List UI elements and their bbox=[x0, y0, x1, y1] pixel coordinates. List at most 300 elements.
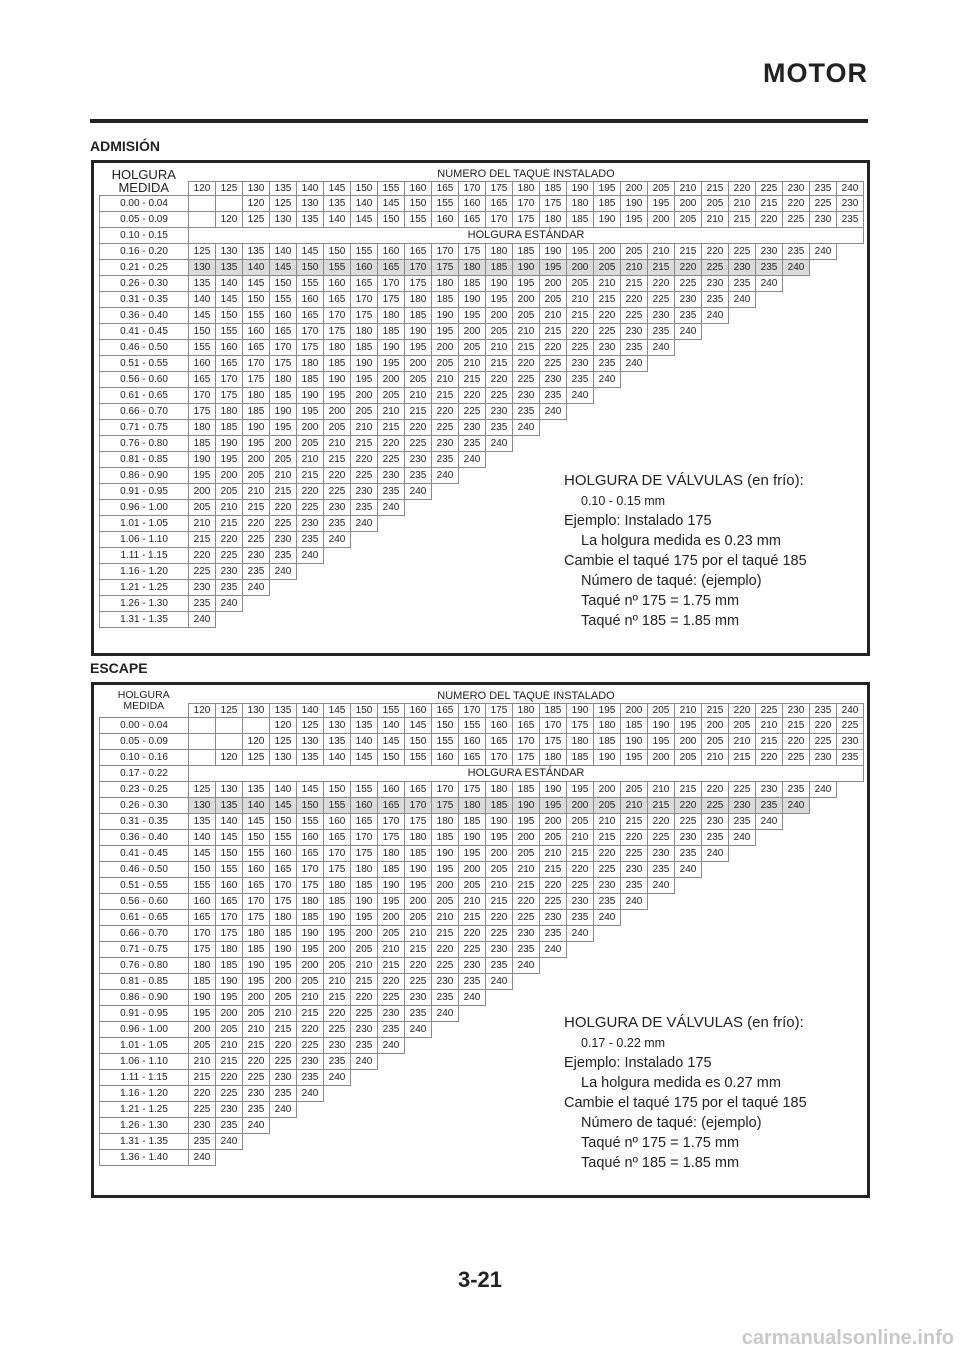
shim-cell: 210 bbox=[648, 244, 675, 260]
shim-cell: 240 bbox=[783, 798, 810, 814]
empty-cell bbox=[486, 1118, 513, 1134]
row-label: 0.23 - 0.25 bbox=[100, 782, 189, 798]
column-header: 235 bbox=[810, 182, 837, 196]
shim-cell: 220 bbox=[405, 958, 432, 974]
row-label: 0.21 - 0.25 bbox=[100, 260, 189, 276]
empty-cell bbox=[540, 1038, 567, 1054]
shim-cell: 175 bbox=[243, 910, 270, 926]
empty-cell bbox=[837, 1022, 864, 1038]
table-row bbox=[100, 958, 864, 974]
shim-cell: 140 bbox=[216, 814, 243, 830]
shim-cell: 180 bbox=[297, 894, 324, 910]
shim-cell: 215 bbox=[351, 974, 378, 990]
shim-cell: 210 bbox=[459, 894, 486, 910]
empty-cell bbox=[837, 958, 864, 974]
shim-cell: 135 bbox=[189, 814, 216, 830]
table-row bbox=[100, 244, 864, 260]
shim-cell: 175 bbox=[513, 212, 540, 228]
empty-cell bbox=[675, 990, 702, 1006]
row-label: 0.96 - 1.00 bbox=[100, 1022, 189, 1038]
table-row bbox=[100, 910, 864, 926]
table-row bbox=[100, 782, 864, 798]
empty-cell bbox=[783, 990, 810, 1006]
shim-cell: 130 bbox=[189, 798, 216, 814]
empty-cell bbox=[513, 1038, 540, 1054]
empty-cell bbox=[540, 958, 567, 974]
shim-cell: 235 bbox=[513, 942, 540, 958]
row-label: 0.36 - 0.40 bbox=[100, 308, 189, 324]
shim-cell: 200 bbox=[567, 798, 594, 814]
empty-cell bbox=[810, 1150, 837, 1166]
empty-cell bbox=[729, 388, 756, 404]
shim-cell: 235 bbox=[351, 500, 378, 516]
shim-cell: 170 bbox=[270, 340, 297, 356]
shim-cell: 230 bbox=[405, 452, 432, 468]
shim-cell: 195 bbox=[513, 814, 540, 830]
empty-cell bbox=[756, 340, 783, 356]
table-row bbox=[100, 750, 864, 766]
empty-cell bbox=[837, 548, 864, 564]
empty-cell bbox=[432, 1134, 459, 1150]
column-header: 190 bbox=[567, 182, 594, 196]
empty-cell bbox=[189, 750, 216, 766]
shim-cell: 165 bbox=[405, 782, 432, 798]
shim-cell: 145 bbox=[189, 308, 216, 324]
shim-cell: 185 bbox=[270, 388, 297, 404]
shim-cell: 175 bbox=[432, 260, 459, 276]
empty-cell bbox=[540, 484, 567, 500]
column-header: 200 bbox=[621, 704, 648, 718]
shim-cell: 170 bbox=[270, 878, 297, 894]
shim-cell: 185 bbox=[486, 798, 513, 814]
shim-cell: 150 bbox=[243, 830, 270, 846]
shim-cell: 230 bbox=[648, 308, 675, 324]
empty-cell bbox=[837, 324, 864, 340]
empty-cell bbox=[270, 1134, 297, 1150]
column-header: 200 bbox=[621, 182, 648, 196]
empty-cell bbox=[486, 548, 513, 564]
empty-cell bbox=[459, 1086, 486, 1102]
shim-cell: 150 bbox=[189, 324, 216, 340]
shim-cell: 170 bbox=[513, 734, 540, 750]
shim-cell: 205 bbox=[324, 958, 351, 974]
shim-cell: 135 bbox=[324, 734, 351, 750]
shim-cell: 145 bbox=[351, 212, 378, 228]
shim-cell: 215 bbox=[189, 532, 216, 548]
shim-cell: 180 bbox=[459, 798, 486, 814]
shim-cell: 200 bbox=[297, 420, 324, 436]
shim-cell: 190 bbox=[459, 830, 486, 846]
shim-cell: 190 bbox=[324, 372, 351, 388]
empty-cell bbox=[810, 974, 837, 990]
empty-cell bbox=[648, 372, 675, 388]
shim-cell: 215 bbox=[594, 830, 621, 846]
shim-cell: 240 bbox=[729, 830, 756, 846]
table-row bbox=[100, 814, 864, 830]
shim-cell: 235 bbox=[270, 1086, 297, 1102]
shim-cell: 225 bbox=[810, 196, 837, 212]
shim-cell: 200 bbox=[648, 212, 675, 228]
column-header: 205 bbox=[648, 704, 675, 718]
shim-cell: 220 bbox=[378, 436, 405, 452]
table-row bbox=[100, 404, 864, 420]
empty-cell bbox=[837, 612, 864, 628]
column-header: 160 bbox=[405, 704, 432, 718]
table-row bbox=[100, 308, 864, 324]
shim-cell: 190 bbox=[216, 974, 243, 990]
empty-cell bbox=[243, 612, 270, 628]
shim-cell: 160 bbox=[378, 782, 405, 798]
empty-cell bbox=[837, 1038, 864, 1054]
empty-cell bbox=[729, 308, 756, 324]
empty-cell bbox=[756, 388, 783, 404]
empty-cell bbox=[486, 1022, 513, 1038]
shim-cell: 235 bbox=[648, 862, 675, 878]
shim-cell: 225 bbox=[837, 718, 864, 734]
empty-cell bbox=[351, 1134, 378, 1150]
shim-cell: 150 bbox=[270, 814, 297, 830]
shim-cell: 215 bbox=[324, 990, 351, 1006]
empty-cell bbox=[405, 500, 432, 516]
shim-cell: 195 bbox=[243, 436, 270, 452]
shim-cell: 235 bbox=[432, 452, 459, 468]
shim-cell: 175 bbox=[297, 340, 324, 356]
shim-cell: 215 bbox=[297, 468, 324, 484]
shim-cell: 180 bbox=[243, 388, 270, 404]
empty-cell bbox=[486, 580, 513, 596]
empty-cell bbox=[810, 1102, 837, 1118]
empty-cell bbox=[513, 1086, 540, 1102]
empty-cell bbox=[486, 532, 513, 548]
shim-cell: 200 bbox=[378, 910, 405, 926]
shim-cell: 195 bbox=[270, 420, 297, 436]
empty-cell bbox=[540, 580, 567, 596]
empty-cell bbox=[756, 436, 783, 452]
shim-cell: 190 bbox=[270, 404, 297, 420]
shim-cell: 155 bbox=[270, 292, 297, 308]
shim-cell: 195 bbox=[621, 212, 648, 228]
shim-cell: 200 bbox=[648, 750, 675, 766]
shim-cell: 140 bbox=[270, 782, 297, 798]
shim-cell: 230 bbox=[675, 292, 702, 308]
shim-cell: 155 bbox=[351, 244, 378, 260]
shim-cell: 195 bbox=[513, 276, 540, 292]
shim-cell: 240 bbox=[567, 388, 594, 404]
shim-cell: 235 bbox=[540, 388, 567, 404]
shim-cell: 140 bbox=[243, 260, 270, 276]
standard-clearance-row bbox=[100, 766, 864, 782]
empty-cell bbox=[783, 436, 810, 452]
shim-cell: 225 bbox=[297, 1038, 324, 1054]
shim-cell: 225 bbox=[729, 244, 756, 260]
column-header: 155 bbox=[378, 704, 405, 718]
row-label: 0.26 - 0.30 bbox=[100, 798, 189, 814]
empty-cell bbox=[216, 718, 243, 734]
shim-cell: 215 bbox=[405, 404, 432, 420]
empty-cell bbox=[783, 340, 810, 356]
empty-cell bbox=[810, 484, 837, 500]
empty-cell bbox=[837, 260, 864, 276]
empty-cell bbox=[351, 1150, 378, 1166]
row-label: 0.00 - 0.04 bbox=[100, 718, 189, 734]
shim-cell: 135 bbox=[297, 750, 324, 766]
shim-cell: 190 bbox=[432, 308, 459, 324]
empty-cell bbox=[648, 356, 675, 372]
shim-cell: 225 bbox=[702, 798, 729, 814]
empty-cell bbox=[567, 942, 594, 958]
shim-cell: 205 bbox=[351, 942, 378, 958]
empty-cell bbox=[783, 452, 810, 468]
header-row bbox=[100, 168, 864, 182]
empty-cell bbox=[594, 452, 621, 468]
exhaust-info-spec: 0.17 - 0.22 mm bbox=[581, 1036, 666, 1050]
shim-cell: 215 bbox=[486, 894, 513, 910]
shim-cell: 190 bbox=[405, 862, 432, 878]
empty-cell bbox=[513, 974, 540, 990]
empty-cell bbox=[351, 596, 378, 612]
shim-cell: 210 bbox=[351, 420, 378, 436]
empty-cell bbox=[810, 372, 837, 388]
shim-cell: 195 bbox=[297, 404, 324, 420]
shim-cell: 225 bbox=[513, 910, 540, 926]
empty-cell bbox=[351, 564, 378, 580]
empty-cell bbox=[729, 846, 756, 862]
empty-cell bbox=[567, 990, 594, 1006]
shim-cell: 160 bbox=[216, 340, 243, 356]
shim-cell: 125 bbox=[270, 196, 297, 212]
column-header: 240 bbox=[837, 704, 864, 718]
shim-cell: 195 bbox=[405, 340, 432, 356]
empty-cell bbox=[783, 292, 810, 308]
empty-cell bbox=[837, 372, 864, 388]
shim-cell: 230 bbox=[243, 1086, 270, 1102]
shim-cell: 225 bbox=[324, 484, 351, 500]
shim-cell: 230 bbox=[378, 468, 405, 484]
row-label: 0.05 - 0.09 bbox=[100, 212, 189, 228]
shim-cell: 175 bbox=[567, 718, 594, 734]
empty-cell bbox=[729, 404, 756, 420]
shim-cell: 215 bbox=[216, 516, 243, 532]
shim-cell: 185 bbox=[270, 926, 297, 942]
shim-cell: 210 bbox=[513, 862, 540, 878]
shim-cell: 235 bbox=[675, 308, 702, 324]
shim-cell: 215 bbox=[729, 750, 756, 766]
empty-cell bbox=[810, 468, 837, 484]
shim-cell: 230 bbox=[351, 1022, 378, 1038]
shim-cell: 200 bbox=[486, 846, 513, 862]
shim-cell: 165 bbox=[486, 734, 513, 750]
measured-clearance-header-line2: MEDIDA bbox=[118, 180, 170, 195]
shim-cell: 235 bbox=[621, 340, 648, 356]
shim-cell: 155 bbox=[189, 340, 216, 356]
shim-cell: 175 bbox=[243, 372, 270, 388]
empty-cell bbox=[540, 420, 567, 436]
shim-cell: 205 bbox=[594, 260, 621, 276]
shim-cell: 235 bbox=[432, 990, 459, 1006]
empty-cell bbox=[459, 548, 486, 564]
row-label: 1.11 - 1.15 bbox=[100, 548, 189, 564]
shim-cell: 140 bbox=[243, 798, 270, 814]
shim-cell: 145 bbox=[405, 718, 432, 734]
shim-cell: 165 bbox=[270, 324, 297, 340]
empty-cell bbox=[729, 878, 756, 894]
row-label: 0.56 - 0.60 bbox=[100, 894, 189, 910]
empty-cell bbox=[513, 612, 540, 628]
shim-cell: 215 bbox=[783, 718, 810, 734]
shim-cell: 225 bbox=[567, 340, 594, 356]
empty-cell bbox=[378, 596, 405, 612]
empty-cell bbox=[351, 548, 378, 564]
empty-cell bbox=[675, 340, 702, 356]
empty-cell bbox=[810, 1086, 837, 1102]
empty-cell bbox=[513, 548, 540, 564]
shim-cell: 180 bbox=[378, 308, 405, 324]
exhaust-info-number: Número de taqué: (ejemplo) bbox=[581, 1115, 762, 1131]
empty-cell bbox=[540, 1054, 567, 1070]
empty-cell bbox=[513, 516, 540, 532]
shim-cell: 220 bbox=[270, 1038, 297, 1054]
shim-cell: 200 bbox=[216, 468, 243, 484]
empty-cell bbox=[729, 862, 756, 878]
empty-cell bbox=[486, 596, 513, 612]
shim-cell: 205 bbox=[432, 356, 459, 372]
shim-cell: 240 bbox=[216, 1134, 243, 1150]
shim-cell: 240 bbox=[567, 926, 594, 942]
empty-cell bbox=[378, 1086, 405, 1102]
shim-cell: 205 bbox=[567, 814, 594, 830]
shim-cell: 200 bbox=[594, 782, 621, 798]
shim-cell: 175 bbox=[351, 846, 378, 862]
shim-cell: 205 bbox=[432, 894, 459, 910]
shim-cell: 230 bbox=[324, 1038, 351, 1054]
empty-cell bbox=[810, 942, 837, 958]
shim-cell: 210 bbox=[486, 878, 513, 894]
shim-cell: 220 bbox=[567, 862, 594, 878]
measured-clearance-header-line1: HOLGURA bbox=[111, 168, 176, 182]
empty-cell bbox=[567, 436, 594, 452]
shim-cell: 220 bbox=[702, 782, 729, 798]
shim-cell: 155 bbox=[297, 276, 324, 292]
column-header: 175 bbox=[486, 704, 513, 718]
shim-cell: 215 bbox=[486, 356, 513, 372]
shim-cell: 190 bbox=[648, 718, 675, 734]
shim-cell: 240 bbox=[621, 356, 648, 372]
shim-cell: 175 bbox=[405, 814, 432, 830]
shim-cell: 205 bbox=[729, 718, 756, 734]
shim-cell: 165 bbox=[405, 244, 432, 260]
shim-cell: 195 bbox=[297, 942, 324, 958]
shim-cell: 145 bbox=[351, 750, 378, 766]
shim-cell: 160 bbox=[378, 244, 405, 260]
shim-cell: 235 bbox=[675, 846, 702, 862]
empty-cell bbox=[702, 324, 729, 340]
intake-info-measured: La holgura medida es 0.23 mm bbox=[581, 533, 781, 549]
shim-cell: 165 bbox=[486, 196, 513, 212]
intake-info-number: Número de taqué: (ejemplo) bbox=[581, 573, 762, 589]
shim-cell: 210 bbox=[378, 942, 405, 958]
shim-cell: 170 bbox=[540, 718, 567, 734]
empty-cell bbox=[756, 830, 783, 846]
shim-cell: 235 bbox=[783, 244, 810, 260]
empty-cell bbox=[810, 292, 837, 308]
shim-cell: 230 bbox=[189, 580, 216, 596]
shim-cell: 205 bbox=[567, 276, 594, 292]
shim-cell: 120 bbox=[216, 212, 243, 228]
empty-cell bbox=[837, 1086, 864, 1102]
shim-cell: 195 bbox=[189, 468, 216, 484]
row-label: 0.31 - 0.35 bbox=[100, 814, 189, 830]
shim-cell: 240 bbox=[243, 580, 270, 596]
shim-cell: 215 bbox=[297, 1006, 324, 1022]
shim-cell: 230 bbox=[216, 1102, 243, 1118]
shim-cell: 180 bbox=[270, 372, 297, 388]
empty-cell bbox=[378, 580, 405, 596]
exhaust-info-change: Cambie el taqué 175 por el taqué 185 bbox=[564, 1095, 807, 1111]
shim-cell: 200 bbox=[243, 990, 270, 1006]
installed-shim-header: NÚMERO DEL TAQUÉ INSTALADO bbox=[437, 690, 615, 702]
shim-cell: 170 bbox=[432, 782, 459, 798]
empty-cell bbox=[648, 894, 675, 910]
column-header: 145 bbox=[324, 704, 351, 718]
shim-cell: 230 bbox=[216, 564, 243, 580]
column-header: 130 bbox=[243, 182, 270, 196]
shim-cell: 150 bbox=[297, 798, 324, 814]
shim-cell: 185 bbox=[459, 276, 486, 292]
shim-cell: 190 bbox=[270, 942, 297, 958]
shim-cell: 180 bbox=[432, 276, 459, 292]
shim-cell: 210 bbox=[297, 990, 324, 1006]
shim-cell: 135 bbox=[216, 798, 243, 814]
exhaust-panel bbox=[91, 682, 870, 1198]
shim-cell: 205 bbox=[189, 500, 216, 516]
shim-cell: 240 bbox=[405, 484, 432, 500]
empty-cell bbox=[621, 420, 648, 436]
empty-cell bbox=[702, 926, 729, 942]
shim-cell: 225 bbox=[243, 1070, 270, 1086]
empty-cell bbox=[702, 388, 729, 404]
empty-cell bbox=[324, 1086, 351, 1102]
shim-cell: 235 bbox=[486, 958, 513, 974]
shim-cell: 185 bbox=[459, 814, 486, 830]
column-header: 215 bbox=[702, 182, 729, 196]
shim-cell: 130 bbox=[297, 196, 324, 212]
empty-cell bbox=[837, 308, 864, 324]
shim-cell: 190 bbox=[513, 798, 540, 814]
empty-cell bbox=[621, 958, 648, 974]
row-label: 1.01 - 1.05 bbox=[100, 516, 189, 532]
shim-cell: 170 bbox=[297, 862, 324, 878]
exhaust-info-title: HOLGURA DE VÁLVULAS (en frío): bbox=[564, 1014, 804, 1031]
empty-cell bbox=[810, 340, 837, 356]
intake-heading: ADMISIÓN bbox=[90, 138, 160, 154]
shim-cell: 240 bbox=[324, 1070, 351, 1086]
empty-cell bbox=[378, 1134, 405, 1150]
shim-cell: 235 bbox=[594, 356, 621, 372]
empty-cell bbox=[405, 612, 432, 628]
shim-cell: 230 bbox=[486, 404, 513, 420]
empty-cell bbox=[810, 830, 837, 846]
column-header: 185 bbox=[540, 704, 567, 718]
shim-cell: 195 bbox=[405, 878, 432, 894]
shim-cell: 150 bbox=[216, 308, 243, 324]
empty-cell bbox=[540, 1086, 567, 1102]
shim-cell: 205 bbox=[297, 436, 324, 452]
shim-cell: 135 bbox=[216, 260, 243, 276]
intake-info-change: Cambie el taqué 175 por el taqué 185 bbox=[564, 553, 807, 569]
empty-cell bbox=[540, 990, 567, 1006]
shim-cell: 225 bbox=[459, 942, 486, 958]
empty-cell bbox=[270, 1118, 297, 1134]
